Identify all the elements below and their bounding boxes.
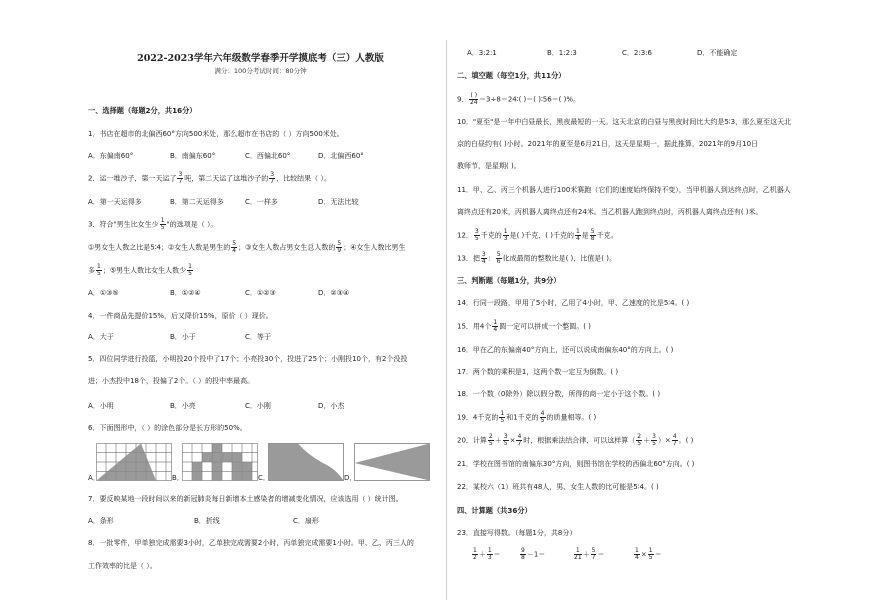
- q6-figure-a: [96, 443, 172, 481]
- section-judge: 三、判断题（每题1分，共9分）: [457, 276, 561, 285]
- q5-opt-d: D．小杰: [318, 402, 345, 410]
- q8-opt-c: C．2:3:6: [622, 49, 652, 57]
- q5-line1: 5．四位同学进行投篮，小明投20个投中了17个；小亮投30个，投进了25个；小刚投10个，有2个没投: [88, 355, 408, 363]
- calc-item-2: $\frac{9}{8}$ －1＝: [521, 547, 546, 561]
- q8-line1: 8．一批零件，甲单独完成需要3小时，乙单独完成需要2小时，丙单独完成需要1小时。甲、乙、丙三人的: [88, 539, 414, 547]
- section-fill: 二、填空题（每空1分，共11分）: [457, 71, 566, 80]
- q5-line2: 进；小杰投中18个，投偏了2个。（ ）的投中率最高。: [88, 377, 255, 385]
- q8-opt-b: B．1:2:3: [547, 49, 577, 57]
- q13-text: 13．把 $\frac{3}{4}$ ： $\frac{5}{6}$ 化成最简的整数比是( )，比值是( )。: [457, 251, 616, 265]
- q12-text: 12． $\frac{3}{5}$ 千克的 $\frac{1}{3}$ 是( )千克，( )千克的 $\frac{1}{4}$ 是 $\frac{5}{8}$ 千克。: [457, 228, 618, 242]
- q6-figure-d: [354, 443, 430, 481]
- q1-opt-d: D．北偏西60°: [318, 152, 364, 160]
- q2-opt-d: D．无法比较: [318, 198, 359, 206]
- q6-text: 6．下面图形中，（ ）的涂色部分是长方形的50%。: [88, 424, 247, 432]
- q6-label-c: C．: [258, 474, 270, 482]
- q8-opt-d: D．不能确定: [697, 49, 738, 57]
- q2-opt-b: B．第二天运得多: [170, 198, 224, 206]
- q9-text: 9． $\frac{( )}{24}$ ＝3÷8＝24∶( )＝( )∶56＝( )%。: [457, 92, 581, 106]
- q3-opt-b: B．①②④: [170, 289, 201, 297]
- q7-opt-b: B．折线: [194, 517, 220, 525]
- q15-text: 15．用4个 $\frac{1}{4}$ 圆一定可以拼成一个整圆。( ): [457, 319, 591, 333]
- q6-label-a: A．: [88, 474, 100, 482]
- q5-opt-a: A．小明: [88, 402, 114, 410]
- q21-text: 21．学校在图书馆的南偏东30°方向，则图书馆在学校的西偏北60°方向。( ): [457, 460, 695, 468]
- q7-text: 7．要反映某地一段时间以来的新冠肺炎每日新增本土感染者的增减变化情况，应该选用（ ）统计图。: [88, 495, 403, 503]
- q14-text: 14．行同一段路，甲用了5小时，乙用了4小时，甲、乙速度的比是5∶4。( ): [457, 299, 690, 307]
- q3-line1: ①男女生人数之比是5∶4；②女生人数是男生的 $\frac{5}{4}$ ；③女生人数占男女生总人数的 $\frac{5}{9}$ ；④女生人数比男生: [88, 240, 406, 254]
- q5-opt-c: C．小刚: [245, 402, 271, 410]
- calc-item-3: $\frac{1}{21}$ ＋ $\frac{5}{7}$ ＝: [574, 547, 605, 561]
- q10-line2: 京的白昼约有( )小时。2021年的夏至是6月21日，这天是星期一，据此推算，2021年的9月10日: [457, 140, 759, 148]
- q3-opt-a: A．①③⑤: [88, 289, 119, 297]
- q1-text: 1．书店在超市的北偏西60°方向500米处，那么超市在书店的（ ）方向500米处。: [88, 130, 344, 138]
- q19-text: 19．4千克的 $\frac{1}{5}$ 和1千克的 $\frac{4}{5}$ 的质量相等。( ): [457, 410, 597, 424]
- q3-line2: 多 $\frac{1}{5}$ ；⑤男生人数比女生人数少 $\frac{1}{5}$: [88, 263, 192, 277]
- q18-text: 18．一个数（0除外）除以假分数，所得的商一定小于这个数。( ): [457, 390, 661, 398]
- q1-opt-c: C．西偏北60°: [245, 152, 291, 160]
- q2-text: 2．运一堆沙子，第一天运了 $\frac{3}{7}$ 吨，第二天运了这堆沙子的 $\frac{3}{7}$ ，比较结果（ ）。: [88, 171, 331, 185]
- q17-text: 17．两个数的乘积是1，这两个数一定互为倒数。( ): [457, 368, 619, 376]
- q7-opt-a: A．条形: [88, 517, 114, 525]
- q10-line1: 10．"夏至"是一年中白昼最长，黑夜最短的一天。这天北京的白昼与黑夜时间比大约是5∶3，那么夏至这天北: [457, 118, 792, 126]
- q7-opt-c: C．扇形: [293, 517, 319, 525]
- q11-line2: 离终点还有20米，丙机器人离终点还有24米。当乙机器人跑到终点时，丙机器人离终点还有( )米。: [457, 208, 763, 216]
- right-column: [457, 0, 857, 615]
- column-divider: [446, 40, 447, 600]
- q3-text: 3．符合"男生比女生少 $\frac{1}{5}$ "的选项是（ ）。: [88, 217, 218, 231]
- calc-item-1: $\frac{1}{2}$ ＋ $\frac{1}{3}$ ＝: [473, 547, 501, 561]
- exam-subtitle: 满分：100分考试时间：80分钟: [214, 67, 307, 75]
- q10-line3: 教师节，是星期( )。: [457, 162, 521, 170]
- q6-label-d: D．: [344, 474, 357, 482]
- q22-text: 22．某校六（1）班共有48人，男、女生人数的比可能是5∶4。( ): [457, 483, 659, 491]
- q8-opt-a: A．3:2:1: [467, 49, 497, 57]
- q2-opt-a: A．第一天运得多: [88, 198, 142, 206]
- left-column: [88, 0, 433, 615]
- q4-opt-c: C．等于: [245, 333, 271, 341]
- q23-text: 23．直接写得数。（每题1分，共8分）: [457, 529, 577, 537]
- q3-opt-c: C．①②③: [245, 289, 276, 297]
- q8-line2: 工作效率的比是（ ）。: [88, 562, 157, 570]
- q1-opt-a: A．东偏南60°: [88, 152, 134, 160]
- q20-text: 20．计算 $\frac{2}{5}$ ＋ $\frac{3}{5}$ × $\frac{4}{7}$ 时，根据乘法结合律，可以这样算（ $\frac{2}{5}$ ＋ $\frac{3}{5}$ ）× $\frac{4}{7}$ 。( ): [457, 433, 694, 447]
- section-choice: 一、选择题（每题2分，共16分）: [88, 106, 197, 115]
- q11-line1: 11．甲、乙、丙三个机器人进行100米赛跑（它们的速度始终保持不变），当甲机器人到达终点时，乙机器人: [457, 186, 791, 194]
- q4-text: 4．一件商品先提价15%，后又降价15%，原价（ ）现价。: [88, 312, 273, 320]
- q5-opt-b: B．小亮: [170, 402, 196, 410]
- q6-figure-b: [182, 443, 258, 481]
- q2-opt-c: C．一样多: [245, 198, 278, 206]
- section-calc: 四、计算题（共36分）: [457, 506, 532, 515]
- q6-label-b: B．: [172, 474, 184, 482]
- q3-opt-d: D．②③④: [318, 289, 350, 297]
- q1-opt-b: B．南偏东60°: [170, 152, 216, 160]
- q4-opt-b: B．小于: [170, 333, 196, 341]
- q16-text: 16．甲在乙的东偏南40°方向上，还可以说成南偏东40°的方向上。( ): [457, 346, 674, 354]
- q4-opt-a: A．大于: [88, 333, 114, 341]
- exam-title: 2022-2023学年六年级数学春季开学摸底考（三）人教版: [137, 53, 384, 64]
- q6-figure-c: [268, 443, 344, 481]
- calc-item-4: $\frac{1}{4}$ × $\frac{1}{5}$ ＝: [635, 547, 662, 561]
